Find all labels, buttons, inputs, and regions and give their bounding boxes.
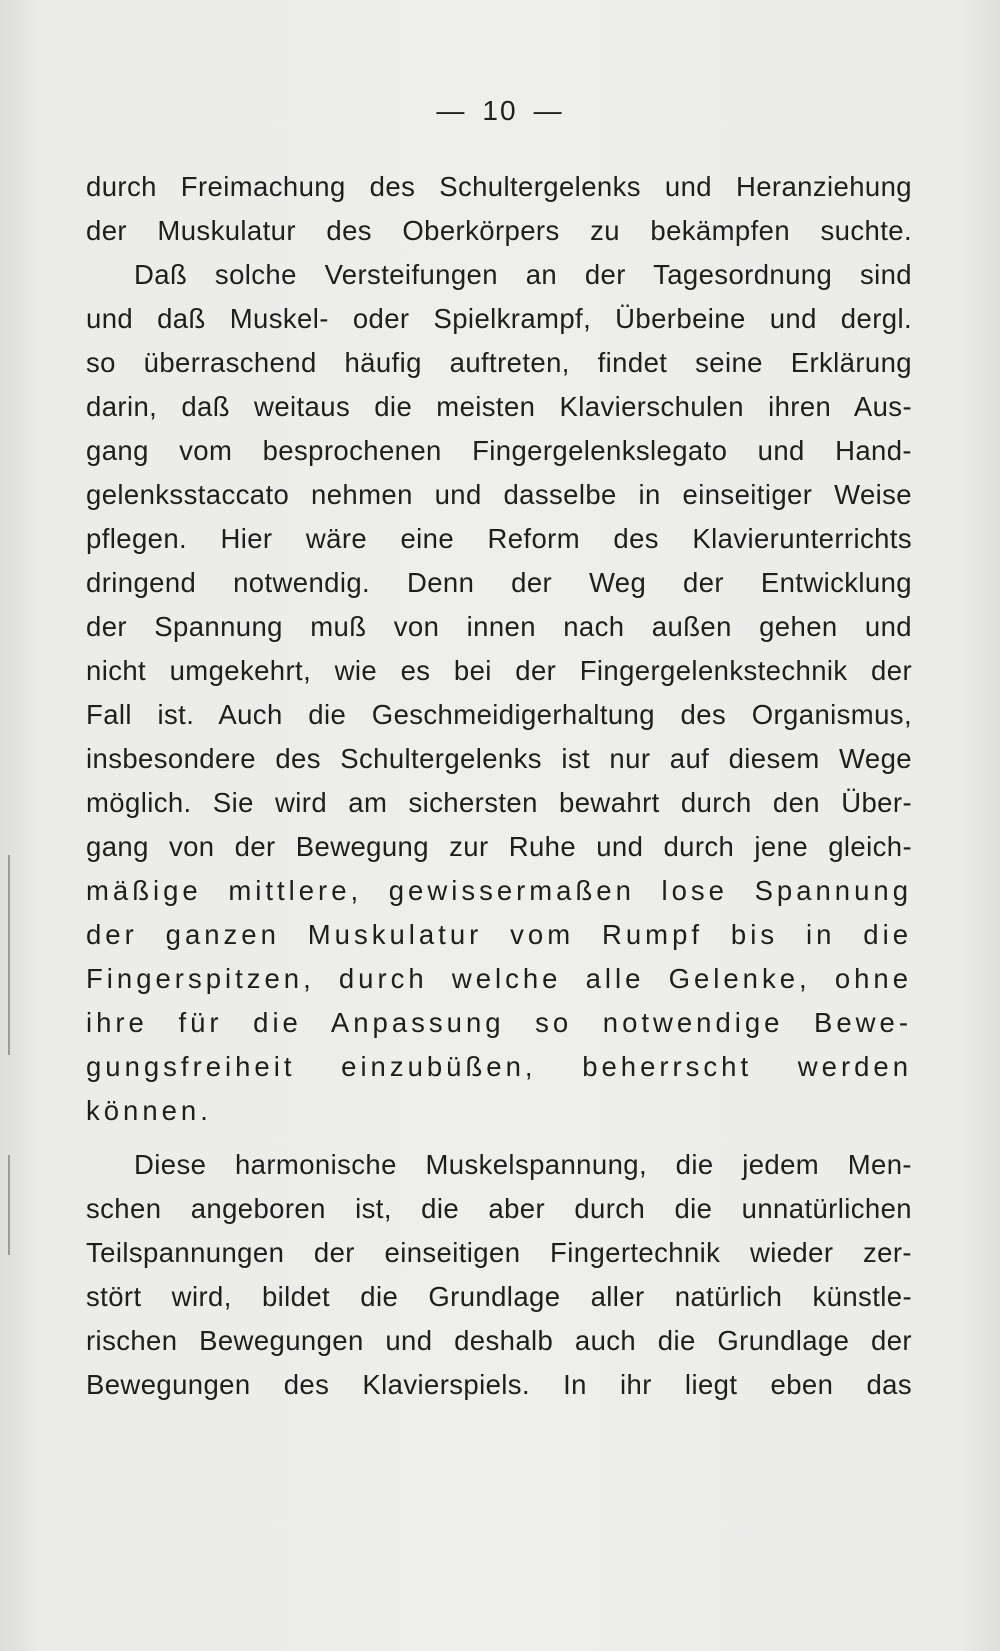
dash: —: [533, 95, 564, 126]
text-line: möglich. Sie wird am sichersten bewahrt durch den Über-: [86, 787, 912, 818]
paragraph-gap: [86, 1133, 912, 1143]
margin-mark: [8, 855, 10, 1055]
text-line: Teilspannungen der einseitigen Fingertechnik wieder zer-: [86, 1237, 912, 1268]
dash: —: [436, 95, 467, 126]
text-line: Daß solche Versteifungen an der Tagesordnung sind: [134, 259, 912, 290]
text-line: Fall ist. Auch die Geschmeidigerhaltung des Organismus,: [86, 699, 912, 730]
text-line: darin, daß weitaus die meisten Klavierschulen ihren Aus-: [86, 391, 912, 422]
text-line: gang von der Bewegung zur Ruhe und durch jene gleich-: [86, 831, 912, 862]
text-line: und daß Muskel- oder Spielkrampf, Überbeine und dergl.: [86, 303, 912, 334]
text-line: Diese harmonische Muskelspannung, die jedem Men-: [134, 1149, 912, 1180]
text-line: der Spannung muß von innen nach außen gehen und: [86, 611, 912, 642]
page-number: [0, 95, 1000, 127]
text-line: der Muskulatur des Oberkörpers zu bekämpfen suchte.: [86, 215, 912, 246]
text-line: können.: [86, 1095, 212, 1126]
text-line: gang vom besprochenen Fingergelenkslegato und Hand-: [86, 435, 912, 466]
text-line: dringend notwendig. Denn der Weg der Entwicklung: [86, 567, 912, 598]
text-line: so überraschend häufig auftreten, findet seine Erklärung: [86, 347, 912, 378]
text-line: stört wird, bildet die Grundlage aller natürlich künstle-: [86, 1281, 912, 1312]
text-line: gungsfreiheit einzubüßen, beherrscht werden: [86, 1051, 912, 1082]
text-line: pflegen. Hier wäre eine Reform des Klavierunterrichts: [86, 523, 912, 554]
text-line: Fingerspitzen, durch welche alle Gelenke, ohne: [86, 963, 912, 994]
text-line: schen angeboren ist, die aber durch die unnatürlichen: [86, 1193, 912, 1224]
text-line: nicht umgekehrt, wie es bei der Fingergelenkstechnik der: [86, 655, 912, 686]
text-line: durch Freimachung des Schultergelenks und Heranziehung: [86, 171, 912, 202]
text-line: Bewegungen des Klavierspiels. In ihr liegt eben das: [86, 1369, 912, 1400]
text-line: gelenksstaccato nehmen und dasselbe in einseitiger Weise: [86, 479, 912, 510]
text-line: insbesondere des Schultergelenks ist nur auf diesem Wege: [86, 743, 912, 774]
page-number-value: 10: [482, 95, 518, 126]
text-line: rischen Bewegungen und deshalb auch die Grundlage der: [86, 1325, 912, 1356]
text-line: mäßige mittlere, gewissermaßen lose Spannung: [86, 875, 912, 906]
margin-mark: [8, 1155, 10, 1255]
text-line: der ganzen Muskulatur vom Rumpf bis in die: [86, 919, 912, 950]
text-line: ihre für die Anpassung so notwendige Bewe-: [86, 1007, 912, 1038]
body-text: [86, 165, 912, 1407]
